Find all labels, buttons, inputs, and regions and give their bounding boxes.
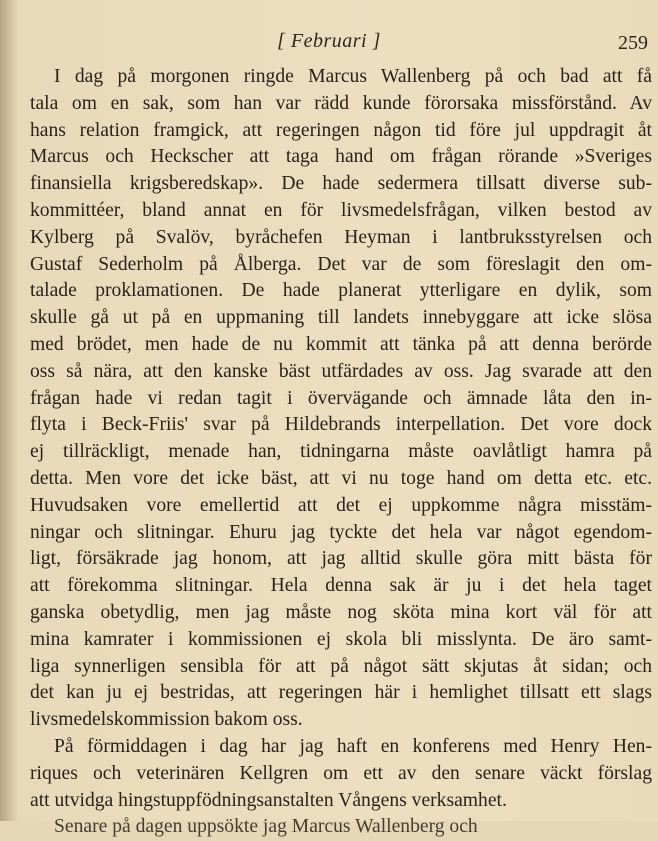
- text-line: Marcus och Heckscher att taga hand om frågan rörande »Sveriges: [30, 146, 652, 168]
- text-line: oss så nära, att den kanske bäst utfärdades av oss. Jag svarade att den: [30, 360, 652, 382]
- text-line: mina kamrater i kommissionen ej skola bli misslynta. De äro samt-: [30, 628, 652, 650]
- running-head: [ Februari ]: [277, 30, 381, 52]
- text-line: tala om en sak, som han var rädd kunde förorsaka missförstånd. Av: [30, 92, 652, 114]
- text-line: I dag på morgonen ringde Marcus Wallenberg på och bad att få: [54, 66, 652, 87]
- text-line: talade proklamationen. De hade planerat ytterligare en dylik, som: [30, 280, 652, 302]
- text-line-cut-off: Senare på dagen uppsökte jag Marcus Wallenberg och: [54, 816, 478, 838]
- text-line: ligt, försäkrade jag honom, att jag alltid skulle göra mitt bästa för: [30, 548, 652, 570]
- paragraph-1: [30, 64, 652, 734]
- text-line: flyta i Beck-Friis' svar på Hildebrands interpellation. Det vore dock: [30, 414, 652, 436]
- text-line: livsmedelskommission bakom oss.: [30, 709, 303, 731]
- text-line: Huvudsaken vore emellertid att det ej uppkomme några misstäm-: [30, 494, 652, 516]
- text-line: finansiella krigsberedskap». De hade sedermera tillsatt diverse sub-: [30, 173, 652, 195]
- text-line: ej tillräckligt, menade han, tidningarna måste oavlåtligt hamra på: [30, 441, 652, 463]
- paragraph-2: [30, 734, 652, 814]
- page-gutter-shadow: [0, 0, 18, 821]
- text-line: skulle gå ut på en uppmaning till landets innebyggare att icke slösa: [30, 307, 652, 329]
- paragraph-3: [30, 814, 652, 838]
- text-line: På förmiddagen i dag har jag haft en konferens med Henry Hen-: [54, 735, 652, 757]
- body-text: [30, 64, 652, 838]
- text-line: detta. Men vore det icke bäst, att vi nu toge hand om detta etc. etc.: [30, 467, 652, 489]
- text-line: att utvidga hingstuppfödningsanstalten Vångens verksamhet.: [30, 789, 507, 811]
- text-line: att förekomma slitningar. Hela denna sak är ju i det hela taget: [30, 575, 652, 597]
- text-line: hans relation framgick, att regeringen någon tid före jul uppdragit åt: [30, 119, 652, 141]
- text-line: Kylberg på Svalöv, byråchefen Heyman i lantbruksstyrelsen och: [30, 226, 652, 248]
- text-line: Gustaf Sederholm på Ålberga. Det var de som föreslagit den om-: [30, 253, 652, 275]
- text-line: ganska obetydlig, men jag måste nog sköta mina kort väl för att: [30, 601, 652, 623]
- text-line: det kan ju ej bestridas, att regeringen här i hemlighet tillsatt ett slags: [30, 682, 652, 704]
- page-header: [0, 30, 658, 56]
- page-number: 259: [618, 32, 648, 54]
- text-line: kommittéer, bland annat en för livsmedelsfrågan, vilken bestod av: [30, 199, 652, 221]
- text-line: frågan hade vi redan tagit i övervägande och ämnade låta den in-: [30, 387, 652, 409]
- text-line: liga synnerligen sensibla för att på något sätt skjutas åt sidan; och: [30, 655, 652, 677]
- text-line: ningar och slitningar. Ehuru jag tyckte det hela var något egendom-: [30, 521, 652, 543]
- text-line: med brödet, men hade de nu kommit att tänka på att denna berörde: [30, 333, 652, 355]
- text-line: riques och veterinären Kellgren om ett av den senare väckt förslag: [30, 762, 652, 784]
